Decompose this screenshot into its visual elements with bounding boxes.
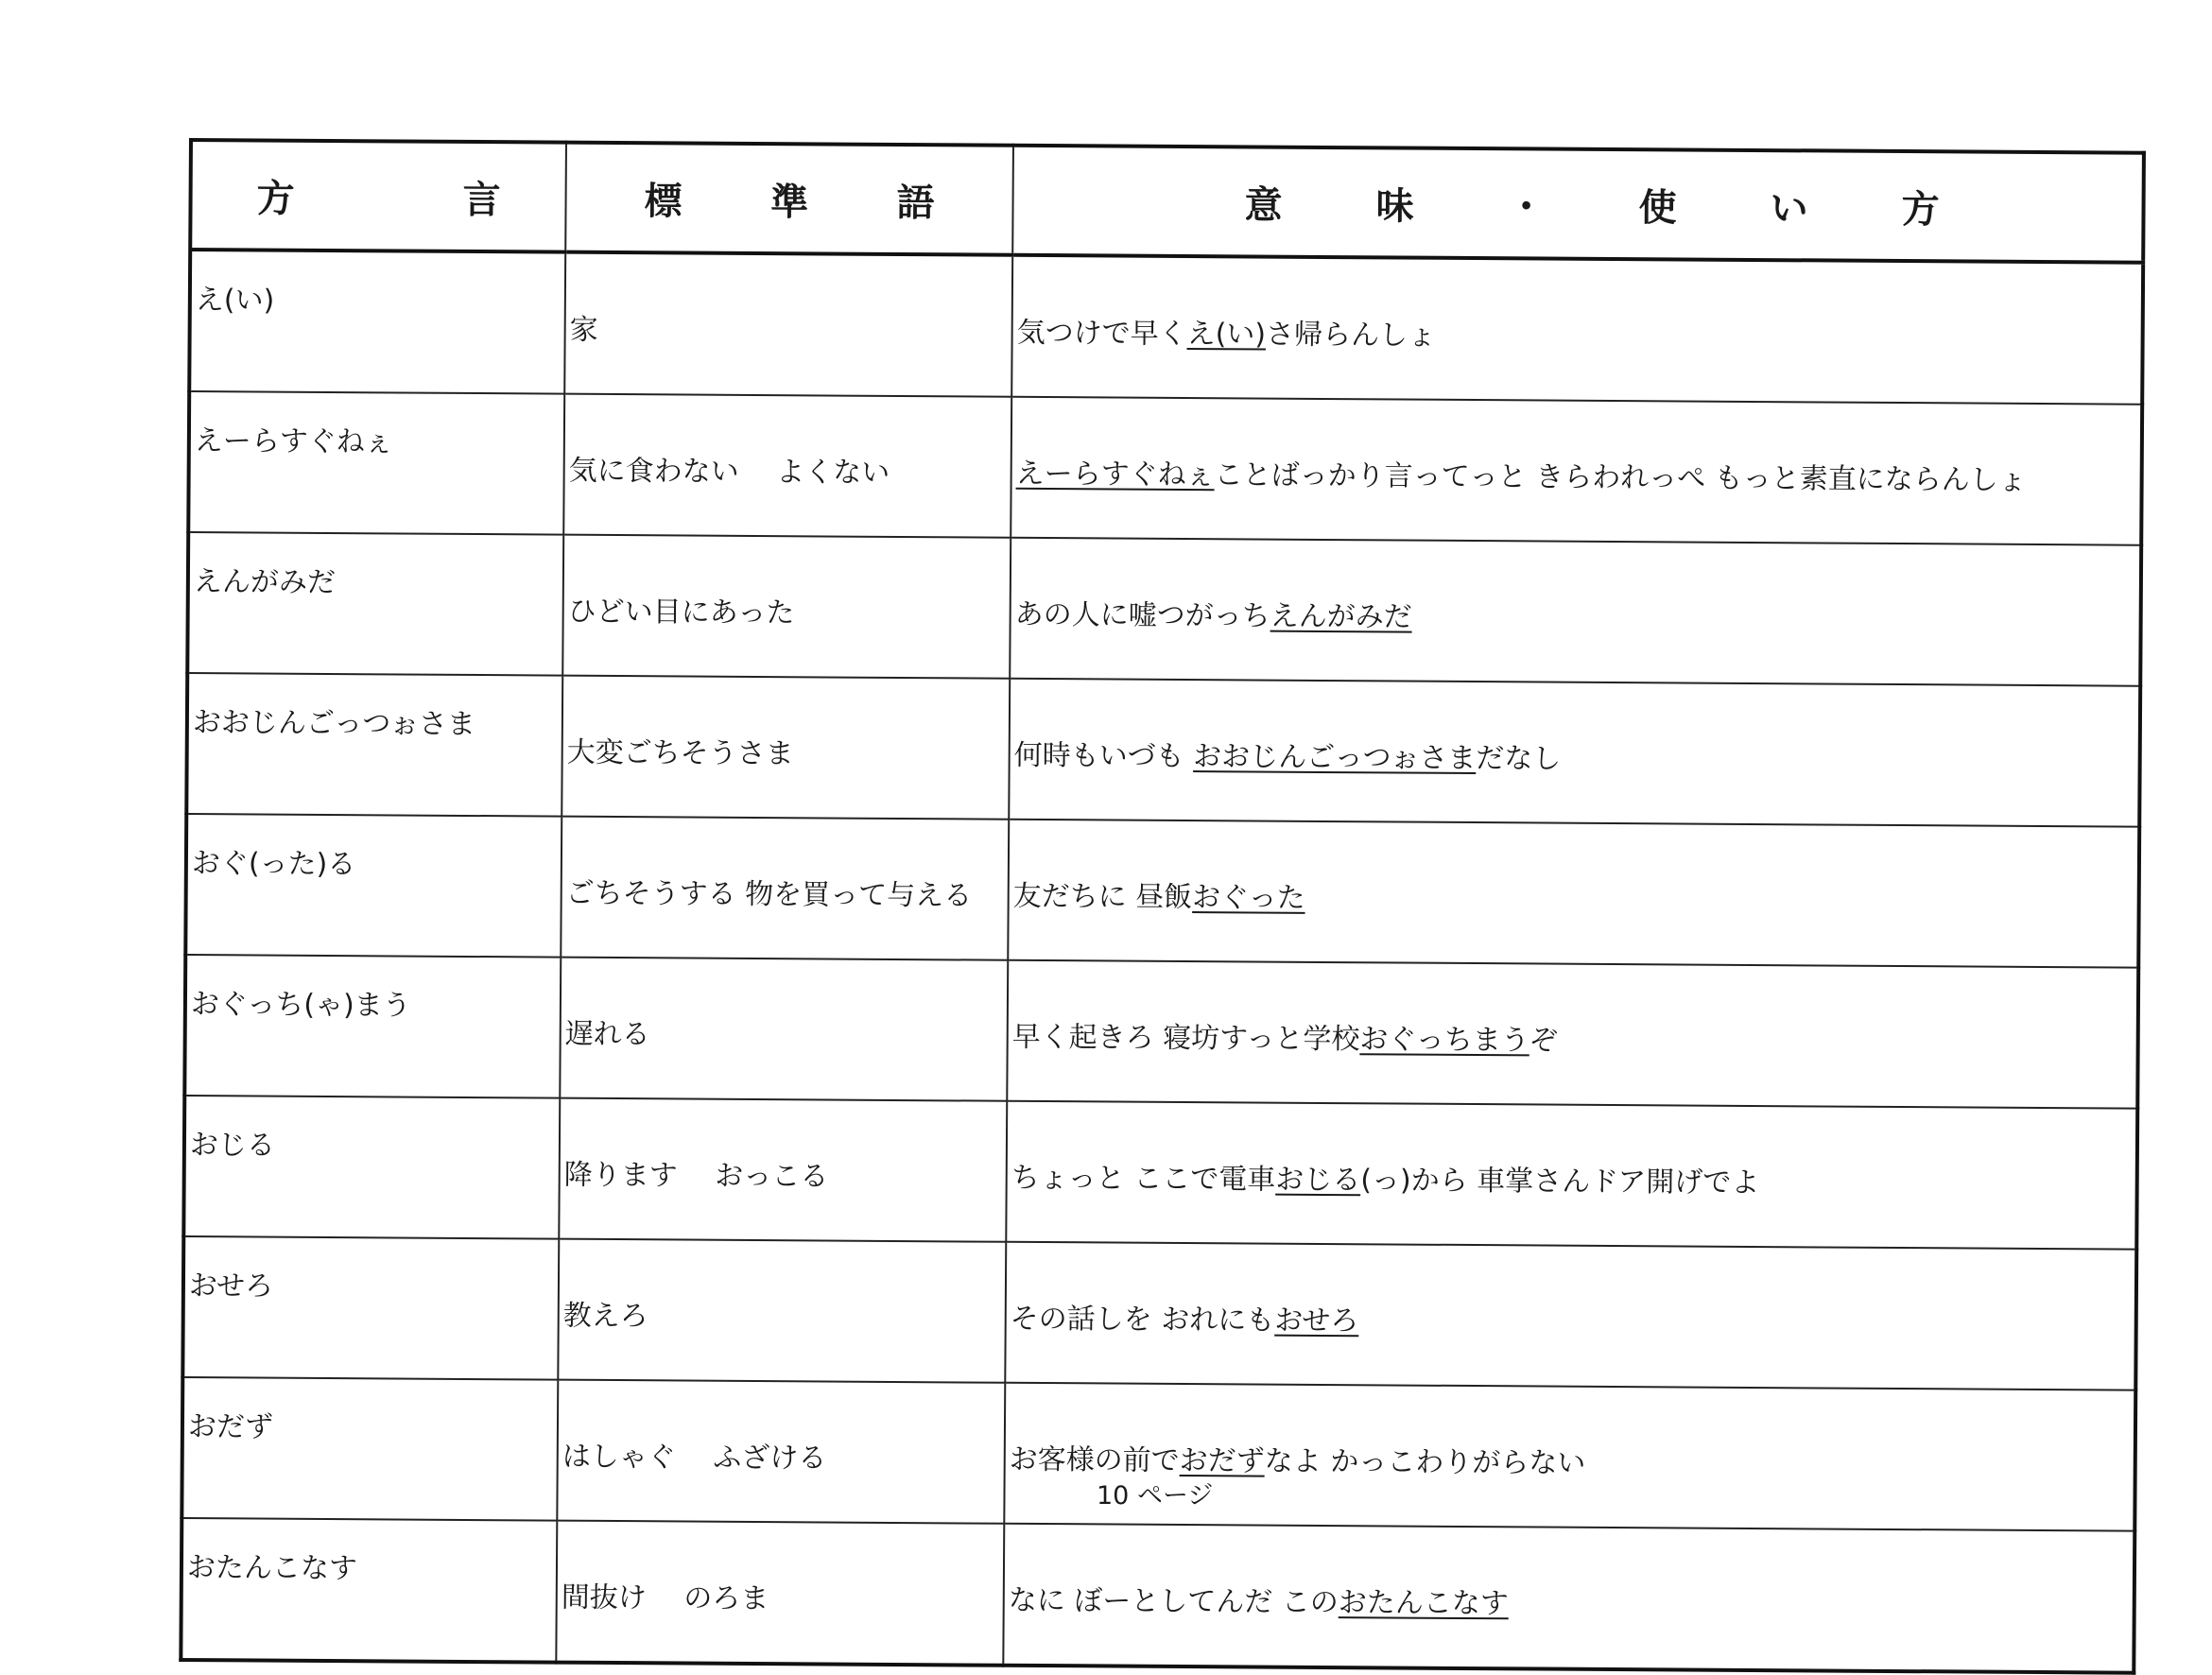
header-standard	[565, 143, 1013, 255]
usage-text: だなし	[1476, 742, 1561, 776]
standard-meaning-cell: はしゃぐ ふざける	[557, 1380, 1005, 1524]
header-usage	[1012, 146, 2144, 263]
header-dialect	[190, 140, 566, 252]
usage-dialect-underlined: おたんこなす	[1339, 1586, 1509, 1620]
usage-text: なに ぼーとしてんだ この	[1009, 1583, 1339, 1618]
usage-dialect-underlined: おじる	[1275, 1163, 1360, 1197]
header-char: 味	[1375, 176, 1413, 230]
header-char: 使	[1638, 178, 1676, 232]
table-row	[186, 673, 2140, 827]
standard-meaning-cell: ごちそうする 物を買って与える	[561, 817, 1009, 960]
dialect-word-cell: おじる	[183, 1096, 560, 1239]
usage-text: ことばっかり言ってっと きらわれっぺ もっと素直にならんしょ	[1215, 458, 2027, 497]
table-row	[183, 1096, 2137, 1250]
usage-example-cell	[1008, 820, 2139, 968]
usage-text: ぞ	[1529, 1024, 1558, 1057]
header-char: ・	[1507, 177, 1545, 231]
usage-example-cell	[1003, 1524, 2134, 1673]
table-header-row	[190, 140, 2144, 263]
dialect-table	[179, 138, 2146, 1675]
usage-dialect-underlined: えーらすぐねぇ	[1016, 457, 1215, 491]
table-row	[181, 1518, 2134, 1673]
usage-text: 早く起きろ 寝坊すっと学校	[1012, 1020, 1360, 1055]
usage-text: その話しを おれにも	[1011, 1302, 1275, 1337]
usage-example-cell	[1005, 1242, 2136, 1390]
usage-text: さ帰らんしょ	[1266, 318, 1436, 352]
header-char: い	[1770, 179, 1807, 233]
usage-example-cell	[1011, 255, 2143, 405]
header-char: 標	[644, 171, 682, 225]
usage-dialect-underlined: え(い)	[1187, 318, 1267, 352]
usage-text: 気つけで早く	[1017, 316, 1187, 350]
standard-meaning-cell: 大変ごちそうさま	[562, 676, 1010, 820]
dialect-word-cell: おだず	[181, 1377, 558, 1521]
standard-meaning-cell: 気に食わない よくない	[563, 394, 1011, 538]
usage-example-cell	[1011, 397, 2142, 545]
usage-example-cell	[1006, 1101, 2137, 1250]
usage-dialect-underlined: おぐった	[1192, 881, 1305, 915]
usage-example-cell	[1010, 538, 2141, 686]
table-row	[182, 1236, 2136, 1390]
standard-meaning-cell: 教えろ	[558, 1239, 1006, 1383]
page-number: 10 ページ	[1097, 1475, 1213, 1511]
standard-meaning-cell: 間抜け のろま	[556, 1521, 1004, 1666]
usage-dialect-underlined: おせろ	[1274, 1304, 1358, 1338]
dialect-word-cell: おぐ(った)る	[185, 814, 562, 958]
usage-text: なよ かっこわりがらない	[1265, 1444, 1586, 1479]
usage-text: 友だちに 昼飯	[1013, 879, 1193, 913]
usage-text: (っ)から 車掌さんドア開げでよ	[1360, 1164, 1759, 1200]
header-char: 言	[462, 169, 500, 223]
table-row	[189, 250, 2143, 405]
header-char: 準	[770, 172, 808, 226]
usage-dialect-underlined: えんがみだ	[1270, 599, 1412, 633]
header-char: 語	[896, 172, 934, 226]
header-char: 方	[256, 168, 294, 222]
standard-meaning-cell: 遅れる	[560, 958, 1008, 1101]
table-row	[187, 532, 2141, 686]
usage-text: 何時もいづも	[1014, 738, 1194, 772]
dialect-word-cell: おぐっち(ゃ)まう	[184, 955, 561, 1098]
table-row	[184, 955, 2138, 1109]
usage-dialect-underlined: おだず	[1180, 1443, 1265, 1477]
header-char: 意	[1244, 175, 1282, 229]
dialect-word-cell: えんがみだ	[187, 532, 563, 676]
standard-meaning-cell: ひどい目にあった	[562, 535, 1011, 679]
table-row	[185, 814, 2139, 968]
dialect-word-cell: おおじんごっつぉさま	[186, 673, 562, 817]
usage-text: お客様の前で	[1010, 1442, 1180, 1476]
usage-dialect-underlined: おおじんごっつぉさま	[1193, 740, 1476, 775]
usage-example-cell	[1007, 960, 2138, 1109]
usage-text: ちょっと ここで電車	[1011, 1161, 1276, 1196]
dialect-word-cell: え(い)	[189, 250, 565, 394]
usage-dialect-underlined: おぐっちまう	[1359, 1023, 1529, 1057]
table-row	[188, 391, 2142, 545]
standard-meaning-cell: 降ります おっこる	[559, 1098, 1007, 1242]
header-char: 方	[1901, 180, 1939, 233]
dialect-word-cell: えーらすぐねぇ	[188, 391, 564, 535]
dialect-word-cell: おたんこなす	[181, 1518, 557, 1663]
standard-meaning-cell: 家	[564, 252, 1012, 397]
dialect-word-cell: おせろ	[182, 1236, 559, 1380]
usage-example-cell	[1009, 679, 2140, 827]
usage-text: あの人に嘘つがっち	[1015, 597, 1270, 632]
